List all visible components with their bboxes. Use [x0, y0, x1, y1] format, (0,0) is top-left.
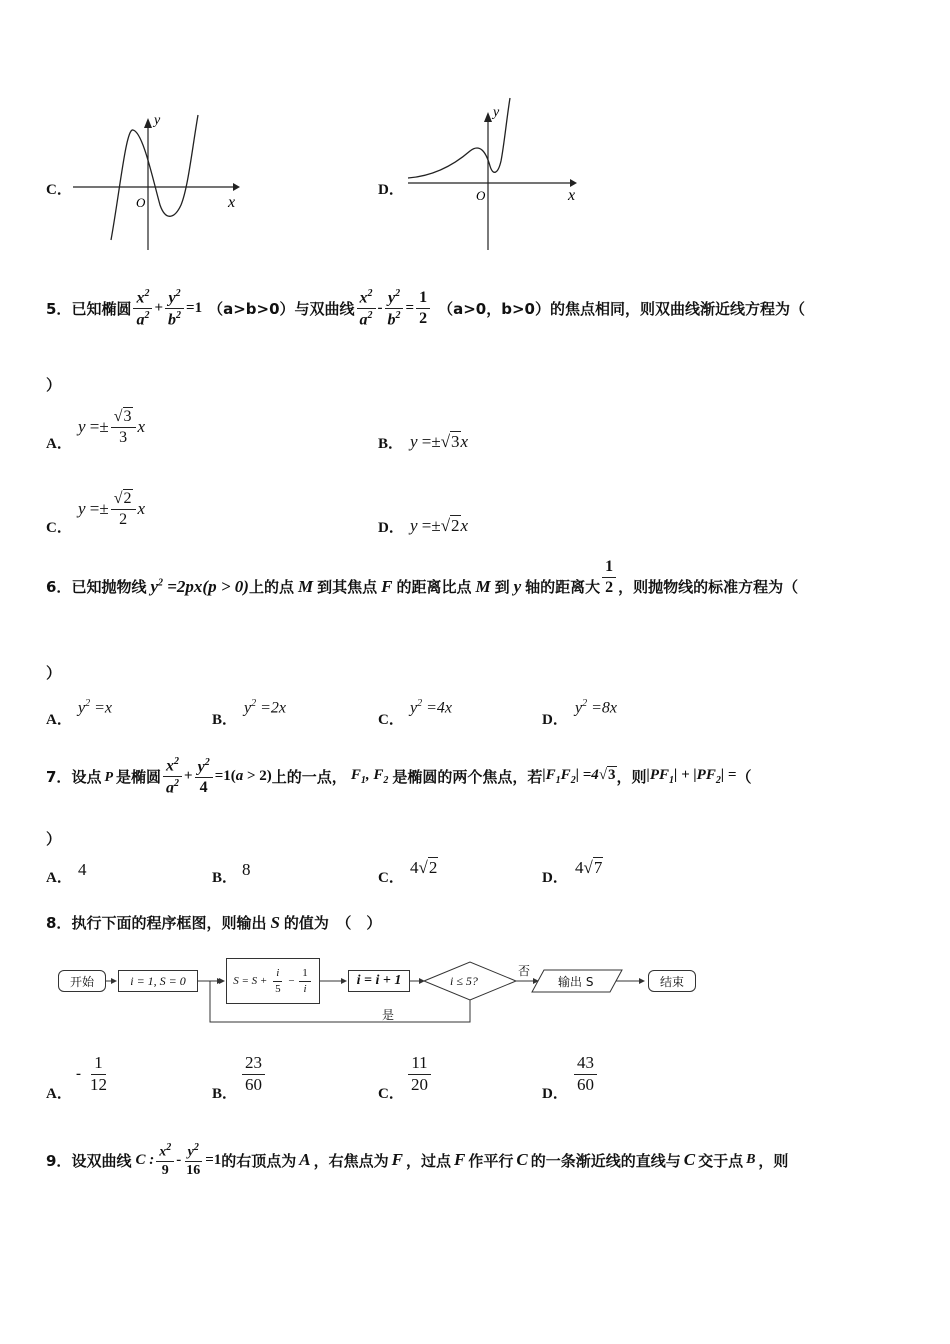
q5-option-c: y =± $\frac{√2}{2}$ x: [78, 490, 146, 528]
ellipse-frac-y: $\frac{y^2}{b^2}$: [165, 288, 184, 329]
q5-closing: ）: [46, 376, 62, 394]
flow-update: S = S + $\frac{i}{5}$ − $\frac{1}{i}$: [226, 958, 320, 1004]
q6-option-b-label: B．: [212, 712, 238, 728]
q5-option-b: y =±√3x: [410, 432, 469, 451]
q6-option-b: $y^2 =2x$: [244, 698, 287, 717]
q5-text-2: （a>b>0）与双曲线: [208, 299, 355, 318]
graph-c-y-arrow: [144, 118, 152, 128]
q5-text-1: 已知椭圆: [71, 299, 132, 318]
q7-text-6: （: [736, 767, 752, 786]
q5-option-d: y =±√2x: [410, 516, 469, 535]
q7-text-2: 是椭圆: [116, 767, 162, 786]
q5-option-d-label: D．: [378, 520, 404, 536]
graph-d-x-arrow: [570, 179, 577, 187]
q7-option-c-label: C．: [378, 870, 404, 886]
q8-option-a-label: A．: [46, 1086, 72, 1102]
graph-c-curve: [111, 115, 198, 240]
q8-option-c-label: C．: [378, 1086, 404, 1102]
graph-c: [68, 110, 248, 255]
q5-text-3: （a>0，b>0）的焦点相同，则双曲线渐近线方程为（: [438, 299, 805, 318]
q9-text-5: 作平行: [468, 1151, 514, 1170]
q9-text-7: 交于点: [698, 1151, 744, 1170]
graph-d-y-arrow: [484, 112, 492, 122]
graph-d-origin: O: [476, 188, 486, 203]
q8-option-a: - $\frac{1}{12}$: [76, 1053, 107, 1094]
q7-option-b-label: B．: [212, 870, 238, 886]
flow-start: 开始: [58, 970, 106, 992]
q9-text-4: ，过点: [405, 1151, 451, 1170]
question-6: 6． 已知抛物线 $y^2 =2px(p > 0)$ 上的点 M 到其焦点 F 的距离比点 M 到 y 轴的距离大 $\frac{1}{2}$ ，则抛物线的标准方程为（: [46, 558, 799, 596]
flow-condition: i ≤ 5?: [450, 974, 478, 988]
q8-option-d-label: D．: [542, 1086, 568, 1102]
q6-text-2: 上的点: [248, 578, 294, 596]
q8-text-1: 执行下面的程序框图，则输出: [71, 914, 267, 932]
q7-text-3: 上的一点，: [271, 767, 347, 786]
q6-text-7: ，则抛物线的标准方程为（: [618, 578, 799, 596]
flow-end: 结束: [648, 970, 696, 992]
q5-number: 5．: [46, 299, 72, 318]
q6-option-d: $y^2 =8x$: [575, 698, 618, 717]
graph-d-y-label: y: [493, 105, 500, 120]
q9-text-3: ，右焦点为: [313, 1151, 389, 1170]
q6-option-d-label: D．: [542, 712, 568, 728]
q8-option-b: $\frac{23}{60}$: [240, 1054, 267, 1094]
q5-option-a-label: A．: [46, 436, 72, 452]
hyper-frac-half: $\frac{1}{2}$: [416, 289, 430, 327]
q9-text-2: 的右顶点为: [221, 1151, 297, 1170]
q6-option-c: $y^2 =4x$: [410, 698, 453, 717]
q6-option-a: $y^2 =x$: [78, 698, 113, 717]
flow-increment: i = i + 1: [348, 970, 410, 992]
q8-option-b-label: B．: [212, 1086, 238, 1102]
q7-text-5: ，则: [616, 767, 647, 786]
q9-text-8: ，则: [758, 1151, 789, 1170]
q9-number: 9．: [46, 1151, 72, 1170]
q7-option-c: 4√2: [410, 858, 438, 877]
q9-text-6: 的一条渐近线的直线与: [530, 1151, 681, 1170]
flow-no-label: 否: [518, 964, 531, 978]
graph-d: [400, 96, 590, 254]
flow-output: 输出 S: [558, 975, 594, 989]
graph-c-x-arrow: [233, 183, 240, 191]
option-c-label: C．: [46, 182, 72, 198]
q6-option-a-label: A．: [46, 712, 72, 728]
question-8: 8． 执行下面的程序框图，则输出 S 的值为 （ ）: [46, 912, 382, 932]
q8-option-d: $\frac{43}{60}$: [572, 1054, 599, 1094]
q8-text-2: 的值为 （ ）: [283, 914, 382, 932]
question-5: 5． 已知椭圆 $\frac{x^2}{a^2}$ + $\frac{y^2}{b^2}$ =1 （a>b>0）与双曲线 $\frac{x^2}{a^2}$ - $\frac{y^2}{b^2}$ = $\frac{1}{2}$ （a>0，b>0）的焦点相同，则双曲线渐近线方程为（: [46, 288, 805, 329]
q7-option-d-label: D．: [542, 870, 568, 886]
q5-option-c-label: C．: [46, 520, 72, 536]
q7-text-4: 是椭圆的两个焦点，若: [392, 767, 543, 786]
q9-text-1: 设双曲线: [71, 1151, 132, 1170]
question-7: 7． 设点 P 是椭圆 $\frac{x^2}{a^2}$ + $\frac{y^2}{4}$ =1(a > 2) 上的一点， $F_1$, $F_2$ 是椭圆的两个焦点，若 $|F_1F_2| =4√3$ ，则 $|PF_1| + |PF_2|$ = （: [46, 756, 752, 797]
ellipse-frac-x: $\frac{x^2}{a^2}$: [133, 288, 152, 329]
q6-option-c-label: C．: [378, 712, 404, 728]
q6-text-3: 到其焦点: [317, 578, 378, 596]
q6-number: 6．: [46, 578, 72, 596]
q5-option-a: y =± $\frac{√3}{3}$ x: [78, 408, 146, 446]
q5-option-b-label: B．: [378, 436, 404, 452]
q6-text-1: 已知抛物线: [71, 578, 147, 596]
q7-option-b: 8: [242, 860, 251, 879]
q7-text-1: 设点: [71, 767, 102, 786]
q8-number: 8．: [46, 914, 72, 932]
graph-d-x-label: x: [568, 187, 576, 204]
graph-c-origin: O: [136, 195, 146, 210]
q8-option-c: $\frac{11}{20}$: [406, 1054, 433, 1094]
q6-text-4: 的距离比点: [396, 578, 472, 596]
q7-number: 7．: [46, 767, 72, 786]
q6-closing: ）: [46, 664, 62, 682]
flow-init: i = 1, S = 0: [118, 970, 198, 992]
q6-text-6: 轴的距离大: [525, 578, 601, 596]
q7-option-a: 4: [78, 860, 87, 879]
graph-c-y-label: y: [154, 113, 161, 128]
graph-c-x-label: x: [228, 194, 236, 211]
q7-closing: ）: [46, 830, 62, 848]
q6-text-5: 到: [494, 578, 510, 596]
flow-yes-label: 是: [382, 1008, 395, 1022]
option-d-label: D．: [378, 182, 404, 198]
q7-option-a-label: A．: [46, 870, 72, 886]
hyper-frac-y: $\frac{y^2}{b^2}$: [385, 288, 404, 329]
question-9: 9． 设双曲线 C : $\frac{x^2}{9}$ - $\frac{y^2}{16}$ =1 的右顶点为 A ，右焦点为 F ，过点 F 作平行 C 的一条渐近线的直线与 C 交于点 B ，则: [46, 1142, 789, 1179]
hyper-frac-x: $\frac{x^2}{a^2}$: [357, 288, 376, 329]
q7-option-d: 4√7: [575, 858, 603, 877]
